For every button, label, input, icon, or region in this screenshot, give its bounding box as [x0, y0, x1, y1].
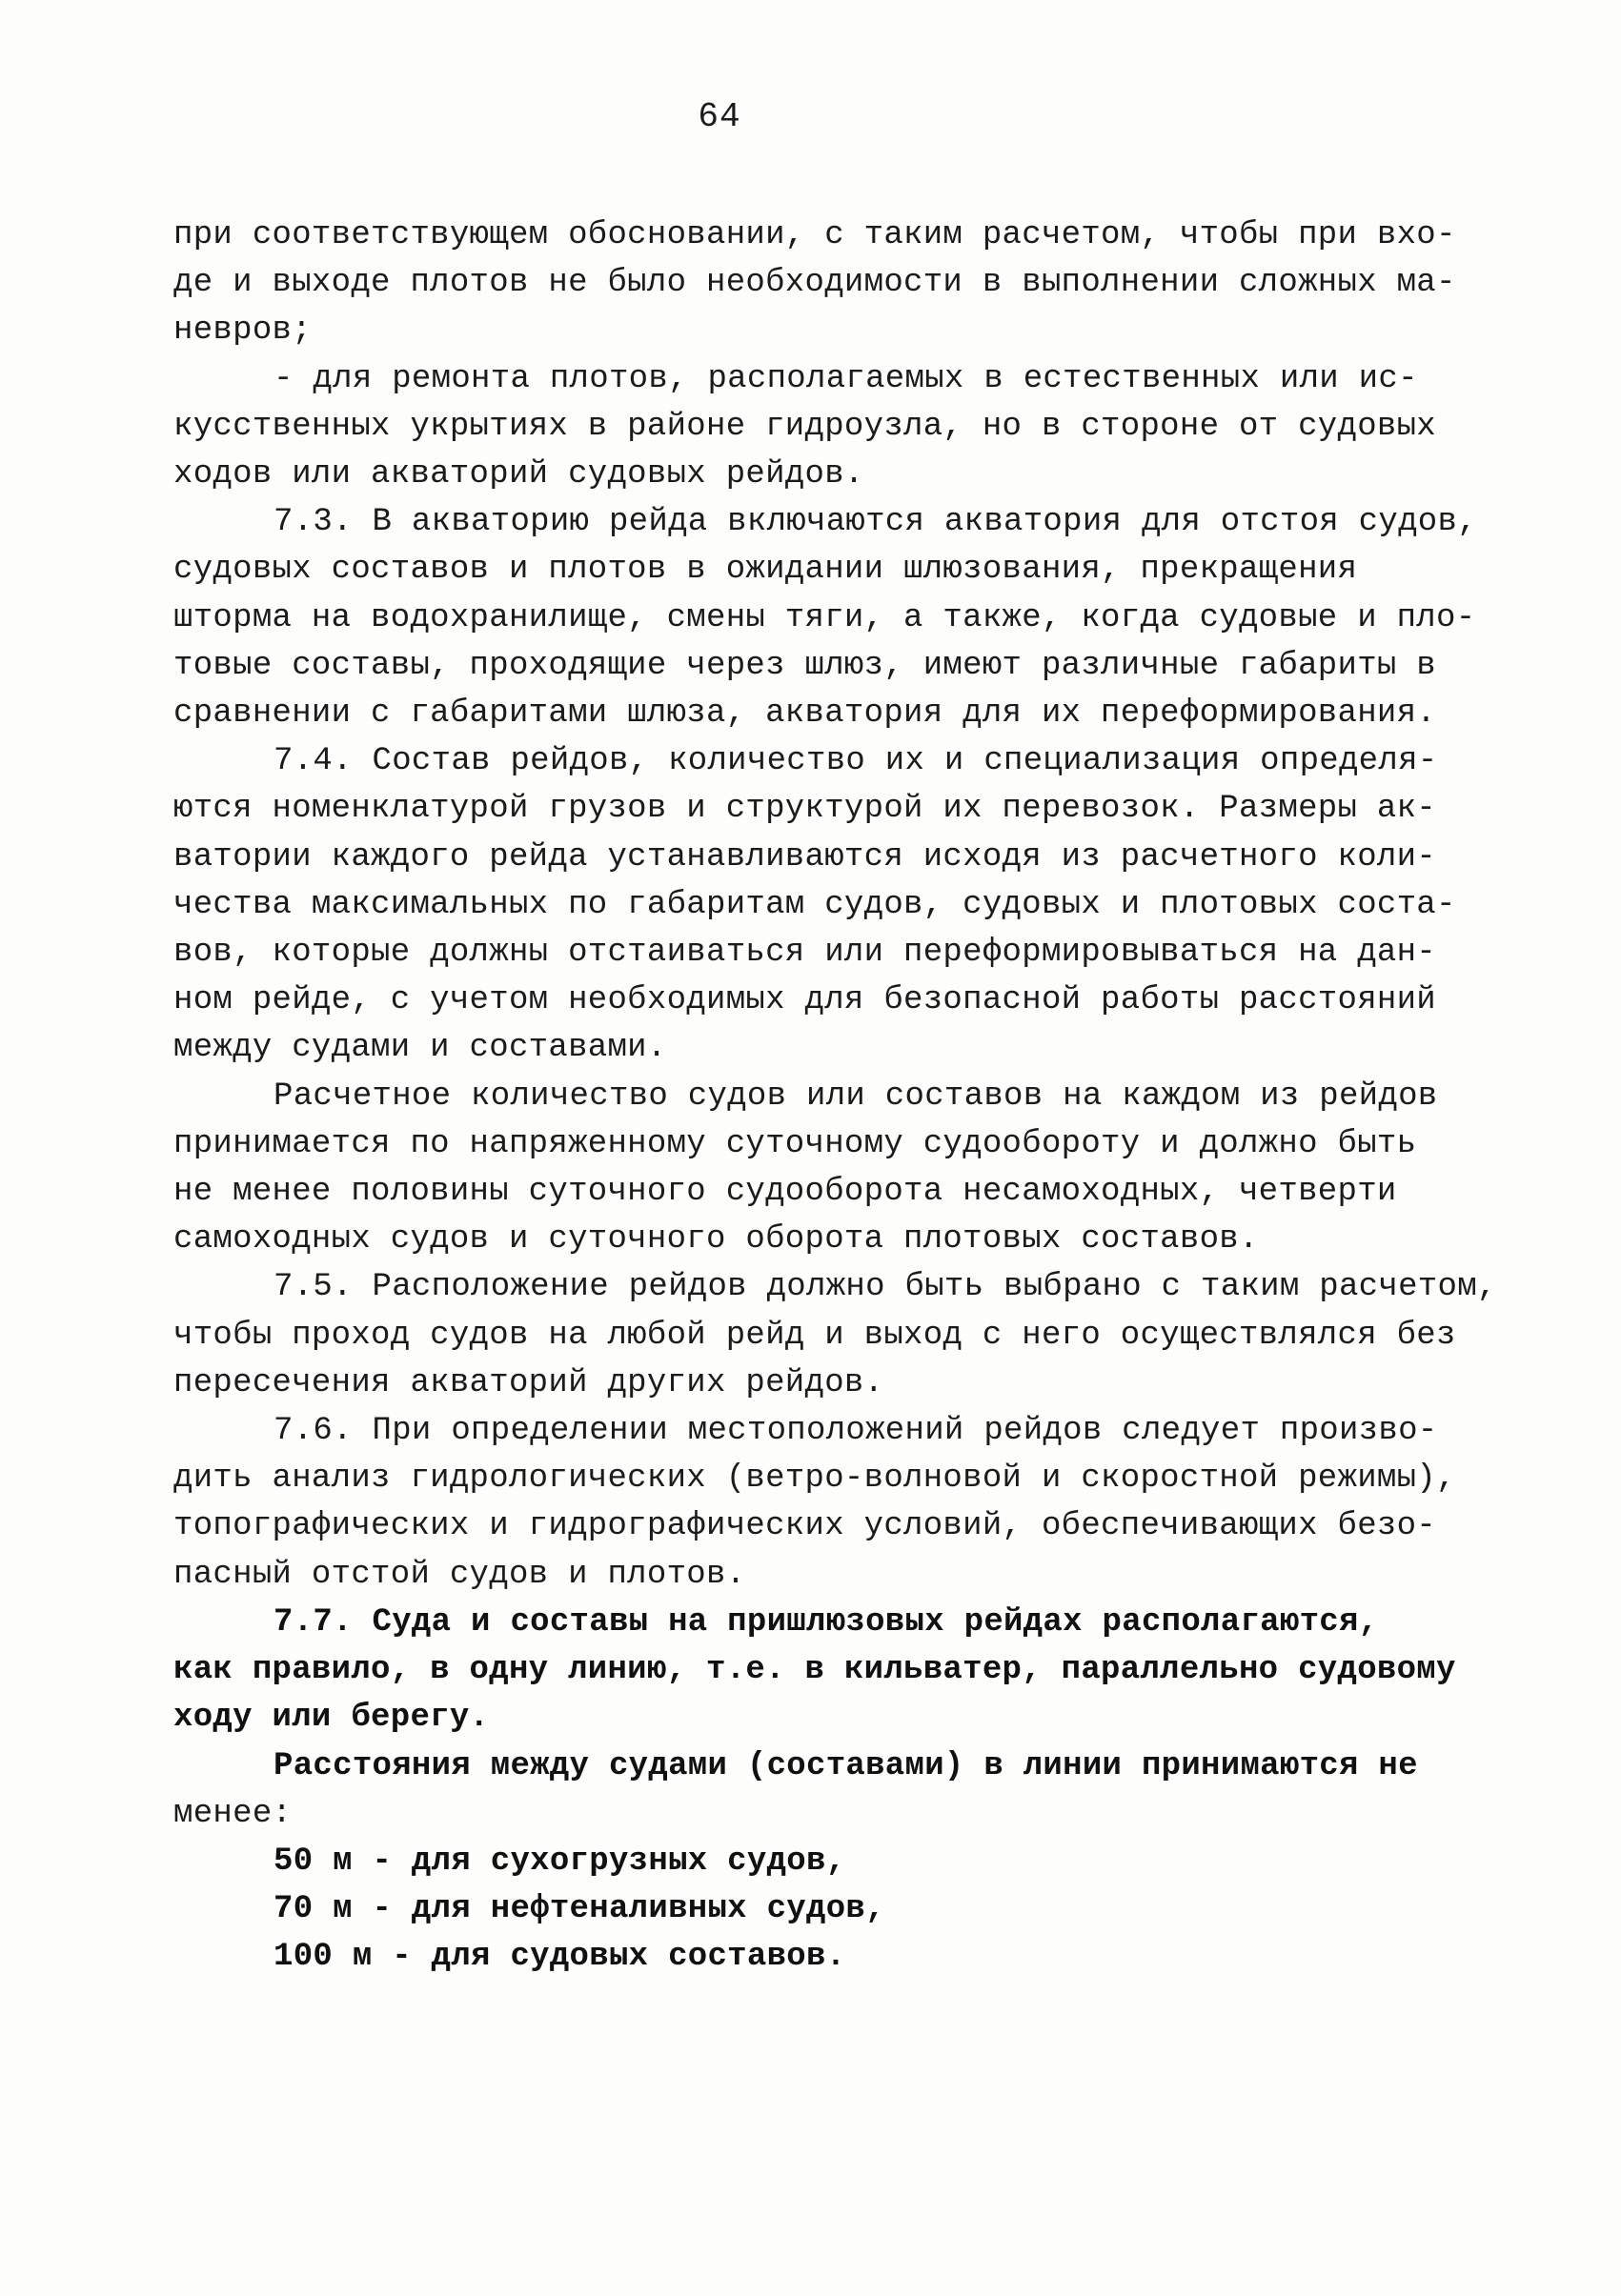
text-line: как правило, в одну линию, т.е. в кильватер, параллельно судовому — [173, 1652, 1456, 1689]
text-line: пересечения акваторий других рейдов. — [173, 1364, 884, 1401]
text-line: 50 м - для сухогрузных судов, — [274, 1843, 846, 1880]
text-line: 7.5. Расположение рейдов должно быть выбрано с таким расчетом, — [274, 1269, 1497, 1306]
text-line: ватории каждого рейда устанавливаются исходя из расчетного коли- — [173, 838, 1437, 876]
text-line: при соответствующем обосновании, с таким расчетом, чтобы при вхо- — [173, 217, 1456, 253]
text-line: чества максимальных по габаритам судов, судовых и плотовых соста- — [173, 886, 1456, 923]
page-number: 64 — [698, 97, 741, 136]
text-line: судовых составов и плотов в ожидании шлюзования, прекращения — [173, 552, 1358, 589]
text-line: ходу или берегу. — [173, 1700, 490, 1737]
text-line: де и выходе плотов не было необходимости в выполнении сложных ма- — [173, 265, 1456, 302]
text-line: ются номенклатурой грузов и структурой их перевозок. Размеры ак- — [173, 791, 1437, 828]
text-line: 7.4. Состав рейдов, количество их и специализация определя- — [274, 743, 1438, 780]
text-line: Расчетное количество судов или составов на каждом из рейдов — [274, 1078, 1438, 1115]
text-line: 7.6. При определении местоположений рейдов следует произво- — [274, 1413, 1438, 1450]
text-line: товые составы, проходящие через шлюз, имеют различные габариты в — [173, 647, 1437, 684]
text-line: 7.7. Суда и составы на пришлюзовых рейдах располагаются, — [274, 1603, 1379, 1641]
text-line: ходов или акваторий судовых рейдов. — [173, 456, 864, 493]
text-line: 7.3. В акваторию рейда включаются акватория для отстоя судов, — [274, 504, 1477, 541]
body-text — [173, 211, 1497, 1982]
text-line: ном рейде, с учетом необходимых для безопасной работы расстояний — [173, 982, 1437, 1019]
text-line: дить анализ гидрологических (ветро-волновой и скоростной режимы), — [173, 1460, 1456, 1498]
text-line: чтобы проход судов на любой рейд и выход с него осуществлялся без — [173, 1317, 1456, 1354]
text-line: 100 м - для судовых составов. — [274, 1939, 846, 1976]
text-line: топографических и гидрографических условий, обеспечивающих безо- — [173, 1508, 1437, 1545]
text-line: самоходных судов и суточного оборота плотовых составов. — [173, 1221, 1259, 1259]
text-line: между судами и составами. — [173, 1030, 667, 1067]
text-line: 70 м - для нефтеналивных судов, — [274, 1891, 885, 1928]
text-line: невров; — [173, 312, 312, 350]
text-line: шторма на водохранилище, смены тяги, а также, когда судовые и пло- — [173, 599, 1476, 636]
text-line: Расстояния между судами (составами) в линии принимаются не — [274, 1747, 1418, 1784]
text-line: не менее половины суточного судооборота несамоходных, четверти — [173, 1174, 1397, 1211]
text-line: - для ремонта плотов, располагаемых в естественных или ис- — [274, 360, 1418, 397]
text-line: менее: — [173, 1795, 293, 1832]
text-line: пасный отстой судов и плотов. — [173, 1556, 746, 1593]
text-line: сравнении с габаритами шлюза, акватория для их переформирования. — [173, 695, 1437, 733]
text-line: кусственных укрытиях в районе гидроузла, но в стороне от судовых — [173, 408, 1437, 445]
text-line: вов, которые должны отстаиваться или переформировываться на дан- — [173, 935, 1437, 972]
text-line: принимается по напряженному суточному судообороту и должно быть — [173, 1125, 1417, 1162]
